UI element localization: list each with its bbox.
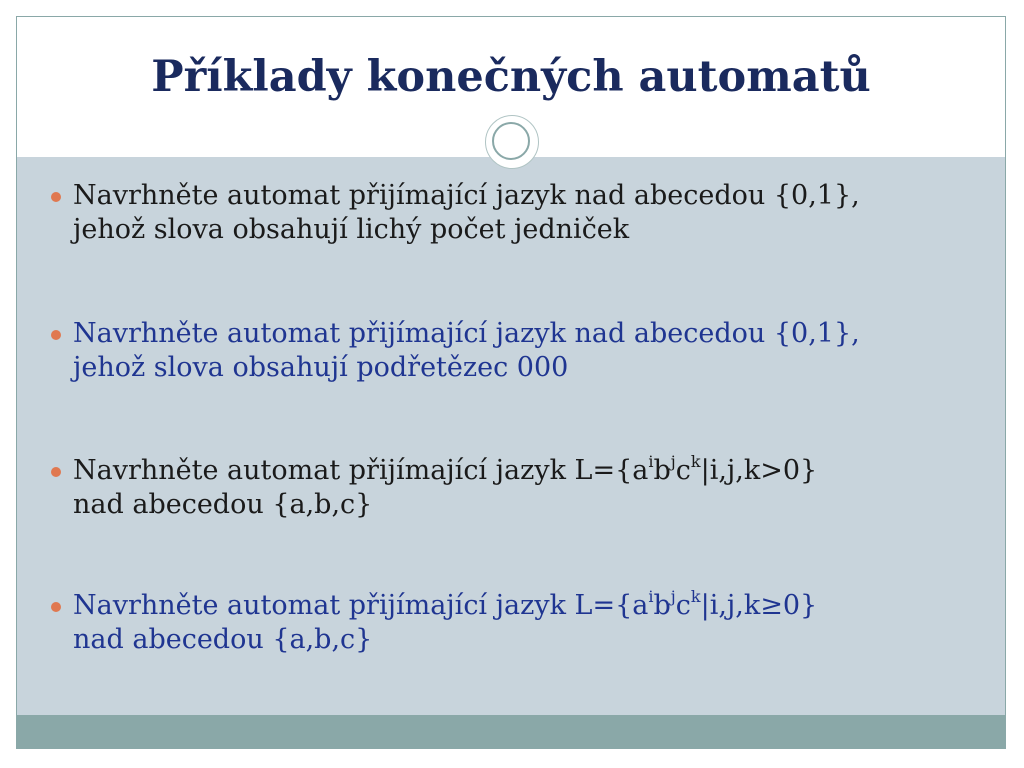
bullet-4-b: b <box>653 590 671 621</box>
bullet-list <box>51 179 971 725</box>
bullet-dot-icon <box>51 467 61 477</box>
bullet-3-c: c <box>675 455 691 486</box>
bullet-4-suffix: |i,j,k≥0} <box>700 590 818 621</box>
bullet-3-prefix: Navrhněte automat přijímající jazyk L={a <box>73 455 649 486</box>
bullet-4-prefix: Navrhněte automat přijímající jazyk L={a <box>73 590 649 621</box>
bullet-3-sup-i: i <box>648 452 654 471</box>
bullet-4-c: c <box>675 590 691 621</box>
bullet-dot-icon <box>51 330 61 340</box>
bullet-1-line-2: jehož slova obsahují lichý počet jedniček <box>73 214 630 245</box>
bullet-1-line-1: Navrhněte automat přijímající jazyk nad abecedou {0,1}, <box>73 180 860 211</box>
bullet-3-sup-j: j <box>670 452 676 471</box>
bullet-4-line-2: nad abecedou {a,b,c} <box>73 624 373 655</box>
circle-ornament-icon <box>485 115 539 169</box>
bullet-4-line-1 <box>73 589 971 623</box>
bullet-item-1 <box>51 179 971 247</box>
bullet-2-line-2: jehož slova obsahují podřetězec 000 <box>73 352 569 383</box>
slide <box>16 16 1006 749</box>
bullet-dot-icon <box>51 602 61 612</box>
bullet-dot-icon <box>51 192 61 202</box>
bullet-3-line-1 <box>73 454 971 488</box>
bullet-4-sup-j: j <box>670 587 676 606</box>
bullet-3-sup-k: k <box>690 452 701 471</box>
bullet-4-sup-k: k <box>690 587 701 606</box>
bullet-2-line-1: Navrhněte automat přijímající jazyk nad abecedou {0,1}, <box>73 318 860 349</box>
bullet-item-2 <box>51 317 971 385</box>
bullet-4-sup-i: i <box>648 587 654 606</box>
slide-title: Příklady konečných automatů <box>151 52 871 102</box>
bullet-item-4 <box>51 589 971 657</box>
bullet-3-b: b <box>653 455 671 486</box>
bullet-3-suffix: |i,j,k>0} <box>700 455 818 486</box>
bullet-item-3 <box>51 454 971 522</box>
bullet-3-line-2: nad abecedou {a,b,c} <box>73 489 373 520</box>
